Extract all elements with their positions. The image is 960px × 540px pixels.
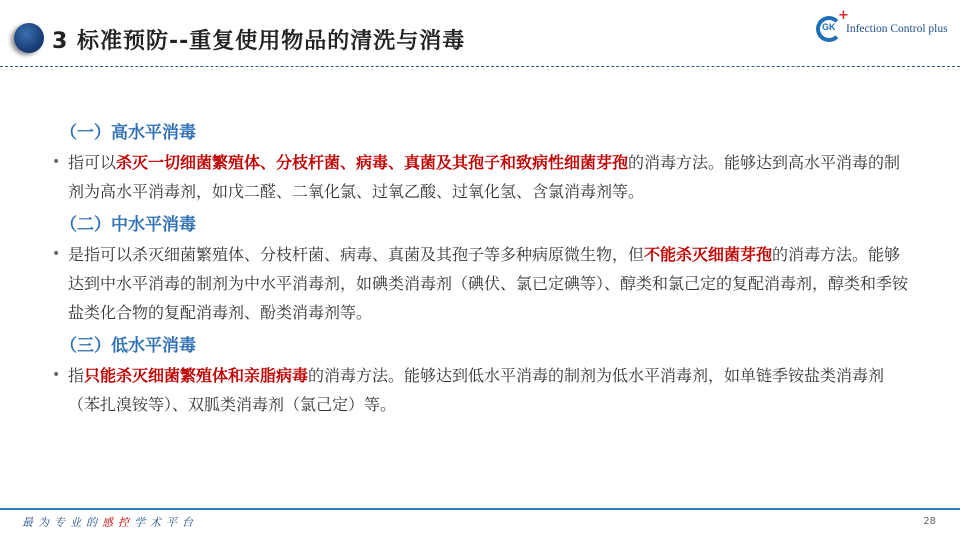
bullet-paragraph: [52, 148, 912, 206]
paragraph-text: 的消毒方法。能够达到中水平消毒的制剂为中水平消毒剂，如碘类消毒剂（碘伏、氯已定碘等）、醇类和氯己定的复配消毒剂，醇类和季铵盐类化合物的复配消毒剂、酚类消毒剂等。: [68, 245, 909, 322]
highlighted-text: 杀灭一切细菌繁殖体、分枝杆菌、病毒、真菌及其孢子和致病性细菌芽孢: [116, 153, 629, 172]
bullet-icon: •: [52, 367, 61, 383]
slogan-highlight: 感控: [102, 516, 134, 529]
logo-mark: GK: [822, 22, 836, 32]
bullet-icon: •: [52, 154, 61, 170]
paragraph-text: 是指可以杀灭细菌繁殖体、分枝杆菌、病毒、真菌及其孢子等多种病原微生物，但: [68, 245, 645, 264]
slogan-text: 最为专业的: [22, 516, 102, 529]
slide-header: [0, 0, 960, 70]
slide-content: [52, 118, 912, 423]
slogan-text: 学术平台: [134, 516, 198, 529]
paragraph-text: 的消毒方法。能够达到高水平消毒的制剂为高水平消毒剂，如戊二醛、二氧化氯、过氧乙酸、过氧化氢、含氯消毒剂等。: [68, 153, 901, 201]
section-high-level: [52, 118, 912, 206]
bullet-icon: •: [52, 246, 61, 262]
footer-slogan: [22, 514, 198, 530]
page-number: 28: [923, 516, 936, 527]
paragraph-text: 指: [68, 366, 85, 385]
title-bullet-circle: [14, 23, 44, 53]
section-heading: （三）低水平消毒: [60, 336, 196, 356]
section-heading: （二）中水平消毒: [60, 215, 196, 235]
section-heading: （一）高水平消毒: [60, 123, 196, 143]
footer-divider: [0, 508, 960, 510]
highlighted-text: 只能杀灭细菌繁殖体和亲脂病毒: [84, 366, 309, 385]
slide-title: 3 标准预防--重复使用物品的清洗与消毒: [52, 29, 466, 54]
logo-text: Infection Control plus: [846, 23, 948, 35]
paragraph-text: 指可以: [68, 153, 117, 172]
header-divider: [0, 66, 960, 67]
logo: [816, 8, 956, 48]
section-low-level: [52, 331, 912, 419]
bullet-paragraph: [52, 361, 912, 419]
logo-plus-icon: +: [838, 8, 849, 23]
highlighted-text: 不能杀灭细菌芽孢: [644, 245, 773, 264]
paragraph-text: 的消毒方法。能够达到低水平消毒的制剂为低水平消毒剂，如单链季铵盐类消毒剂（苯扎溴铵等）、双胍类消毒剂（氯己定）等。: [68, 366, 885, 414]
bullet-paragraph: [52, 240, 912, 327]
section-medium-level: [52, 210, 912, 327]
